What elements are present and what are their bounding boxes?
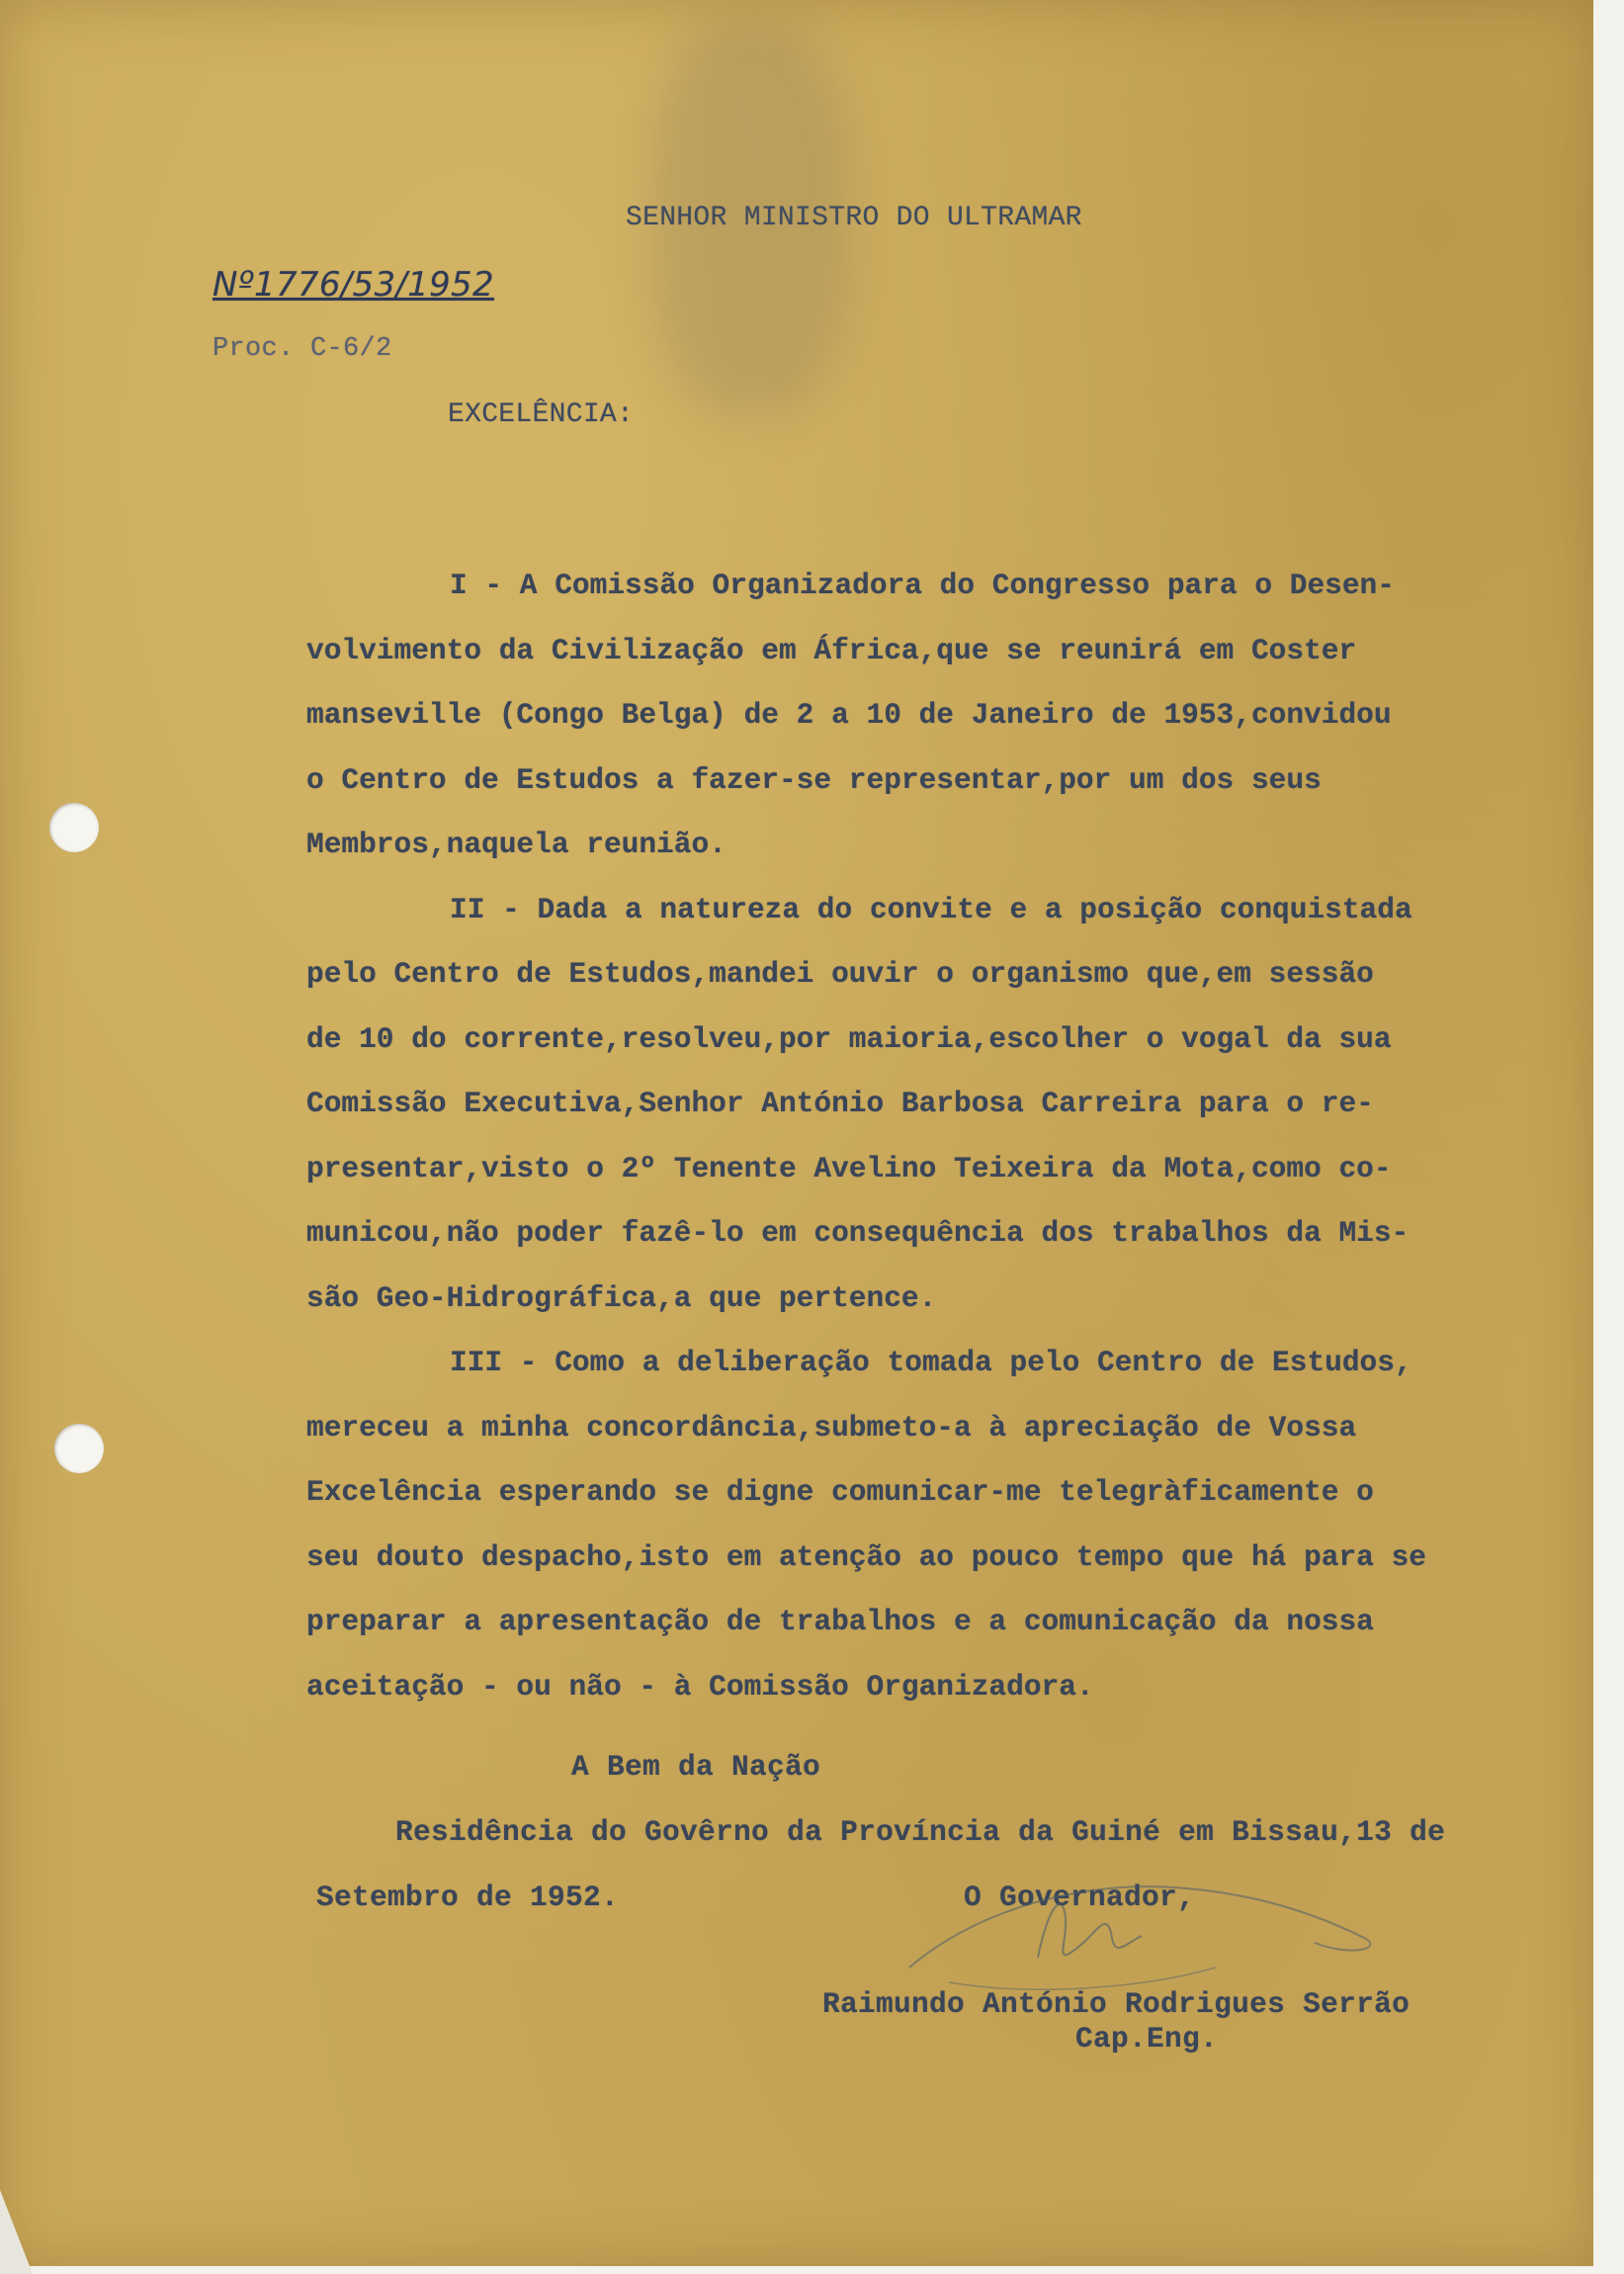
punch-hole-bottom	[54, 1424, 104, 1473]
body-line: Excelência esperando se digne comunicar-me telegràficamente o	[306, 1475, 1374, 1509]
process-number: Proc. C-6/2	[213, 334, 392, 364]
punch-hole-top	[49, 803, 99, 852]
body-line: mereceu a minha concordância,submeto-a à apreciação de Vossa	[306, 1410, 1357, 1444]
body-line: preparar a apresentação de trabalhos e a comunicação da nossa	[306, 1605, 1374, 1638]
closing-formula: A Bem da Nação	[571, 1750, 821, 1784]
body-line: pelo Centro de Estudos,mandei ouvir o organismo que,em sessão	[306, 957, 1374, 991]
residence-line: Residência do Govêrno da Província da Guiné em Bissau,13 de	[395, 1815, 1446, 1849]
letter-body	[306, 554, 1606, 1719]
body-line: volvimento da Civilização em África,que se reunirá em Coster	[306, 633, 1357, 667]
signer-name: Raimundo António Rodrigues Serrão	[822, 1987, 1410, 2021]
body-line: III - Como a deliberação tomada pelo Centro de Estudos,	[450, 1346, 1412, 1379]
body-line: Comissão Executiva,Senhor António Barbosa Carreira para o re-	[306, 1087, 1374, 1120]
signer-title: O Governador,	[964, 1880, 1196, 1914]
body-line: I - A Comissão Organizadora do Congresso para o Desen-	[450, 568, 1395, 602]
body-line: o Centro de Estudos a fazer-se representar,por um dos seus	[306, 762, 1322, 797]
body-line: seu douto despacho,isto em atenção ao pouco tempo que há para se	[306, 1539, 1426, 1574]
salutation: EXCELÊNCIA:	[448, 399, 635, 430]
signer-rank: Cap.Eng.	[1075, 2022, 1219, 2055]
body-line: municou,não poder fazê-lo em consequência dos trabalhos da Mis-	[306, 1216, 1410, 1250]
body-line: Membros,naquela reunião.	[306, 828, 727, 861]
reference-number: Nº1776/53/1952	[213, 265, 494, 305]
body-line: são Geo-Hidrográfica,a que pertence.	[306, 1280, 937, 1315]
handwritten-signature	[890, 1849, 1404, 2007]
body-line: aceitação - ou não - à Comissão Organizadora.	[306, 1669, 1094, 1704]
body-line: II - Dada a natureza do convite e a posição conquistada	[450, 892, 1412, 926]
body-line: manseville (Congo Belga) de 2 a 10 de Janeiro de 1953,convidou	[306, 698, 1392, 732]
letter-date: Setembro de 1952.	[316, 1880, 620, 1914]
addressee-heading: SENHOR MINISTRO DO ULTRAMAR	[626, 203, 1082, 233]
body-line: de 10 do corrente,resolveu,por maioria,escolher o vogal da sua	[306, 1021, 1392, 1056]
body-line: presentar,visto o 2º Tenente Avelino Teixeira da Mota,como co-	[306, 1151, 1392, 1185]
